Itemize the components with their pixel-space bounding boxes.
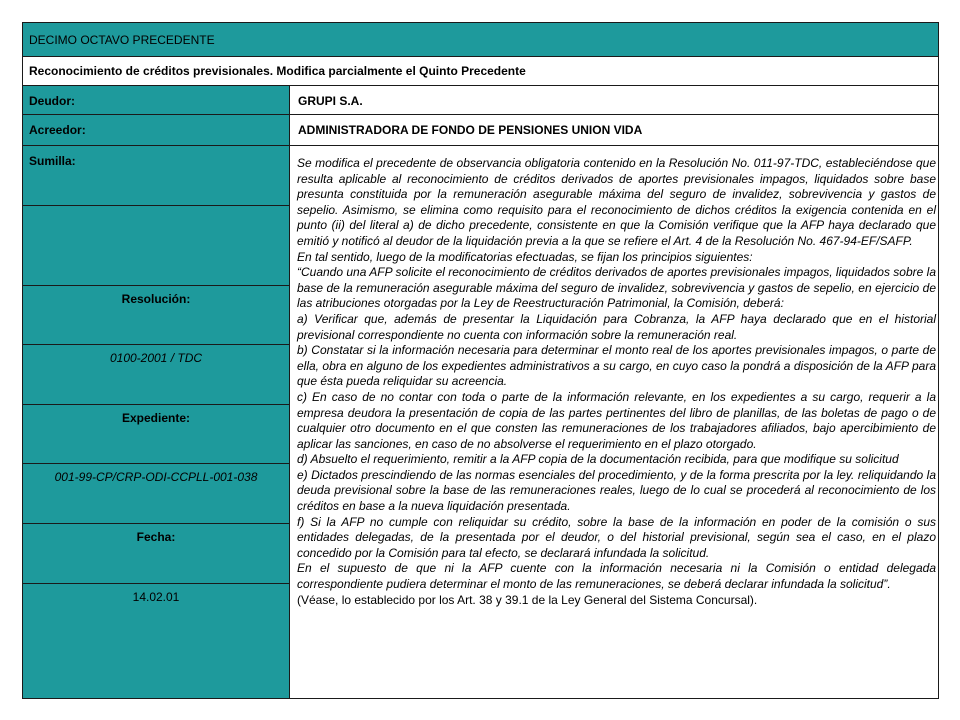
header-subtitle-cell: [22, 56, 939, 86]
expediente-value-cell: [22, 463, 290, 524]
sumilla-paragraph-3: “Cuando una AFP solicite el reconocimiento de créditos derivados de aportes previsionales impagos, liquidados sobre la base de la remuneración asegurable máxima del seguro de invalidez, sobrevivencia y gastos de sepelio, en ejercicio de las atribuciones otorgadas por la Ley de Reestructuración Patrimonial, la Comisión, deberá:: [297, 265, 936, 311]
deudor-value-cell: [289, 85, 939, 115]
acreedor-label-cell: [22, 114, 290, 146]
fecha-label-cell: [22, 523, 290, 584]
expediente-value: 001-99-CP/CRP-ODI-CCPLL-001-038: [54, 470, 258, 484]
principle-c: c) En caso de no contar con toda o parte de la información relevante, en los expedientes a su cargo, requerir a la empresa deudora la presentación de copia de las partes pertinentes del libro de planillas, de las boletas de pago o de cualquier otro documento en el que consten las remuneraciones de los trabajadores afiliados, bajo apercibimiento de aplicar las sanciones, en caso de no absolverse el requerimiento en el plazo otorgado.: [297, 389, 936, 451]
principle-f: f) Si la AFP no cumple con reliquidar su crédito, sobre la base de la información en poder de la comisión o sus entidades delegadas, de la presentada por el deudor, o del historial previsional, según sea el caso, en el plazo concedido por la Comisión para tal efecto, se declarará infundada la solicitud.: [297, 514, 936, 560]
sumilla-paragraph-2: En tal sentido, luego de la modificatorias efectuadas, se fijan los principios siguientes:: [297, 249, 753, 264]
acreedor-value-cell: [289, 114, 939, 146]
closing-paragraph: En el supuesto de que ni la AFP cuente con la información necesaria ni la Comisión o entidad delegada correspondiente pudiera determinar el monto de las remuneraciones, se deberá declarar infundada la solicitud”.: [297, 561, 936, 592]
sumilla-label: Sumilla:: [29, 154, 76, 168]
deudor-label-cell: [22, 85, 290, 115]
sumilla-paragraph-1: Se modifica el precedente de observancia obligatoria contenido en la Resolución No. 011-97-TDC, estableciéndose que resulta aplicable al reconocimiento de créditos derivados de aportes previsionales impagos, liquidados sobre base presunta constituida por la remuneración asegurable máxima del seguro de invalidez, sobrevivencia y gastos de sepelio. Asimismo, se elimina como requisito para el reconocimiento de dichos créditos la exigencia contenida en el punto (ii) del literal a) de dicho precedente, consistente en que la Comisión verifique que la AFP haya declarado que emitió y notificó al deudor de la liquidación previa a la que se refiere el Art. 4 de la Resolución No. 467-94-EF/SAFP.: [297, 156, 936, 248]
principle-d: d) Absuelto el requerimiento, remitir a la AFP copia de la documentación recibida, para que modifique su solicitud: [297, 452, 899, 467]
header-title: DECIMO OCTAVO PRECEDENTE: [29, 33, 215, 47]
sumilla-body: [297, 156, 936, 608]
deudor-value: GRUPI S.A.: [298, 94, 363, 108]
header-title-cell: [22, 22, 939, 57]
principle-e: e) Dictados prescindiendo de las normas esenciales del procedimiento, y de la forma prescrita por la ley. reliquidando la deuda previsional sobre la base de las remuneraciones reales, luego de lo cual se procederá al reconocimiento de los créditos en base a la nueva liquidación presentada.: [297, 467, 936, 514]
left-empty-cell: [22, 205, 290, 286]
acreedor-label: Acreedor:: [29, 123, 86, 137]
deudor-label: Deudor:: [29, 94, 75, 108]
resolucion-label: Resolución:: [121, 292, 191, 306]
principle-b: b) Constatar si la información necesaria para determinar el monto real de los aportes previsionales impagos, o parte de ella, obra en alguno de los expedientes administrativos a su cargo, en cuyo caso la pondrá a disposición de la AFP para que ésta pueda reliquidar su acreencia.: [297, 343, 936, 389]
fecha-value-cell: [22, 583, 290, 699]
resolucion-label-cell: [22, 285, 290, 345]
resolucion-value: 0100-2001 / TDC: [109, 351, 203, 365]
fecha-value: 14.02.01: [132, 590, 180, 604]
fecha-label: Fecha:: [136, 530, 176, 544]
principle-a: a) Verificar que, además de presentar la Liquidación para Cobranza, la AFP haya declarado que en el historial previsional correspondiente no cuenta con información sobre la remuneración real.: [297, 311, 936, 342]
resolucion-value-cell: [22, 344, 290, 405]
expediente-label: Expediente:: [121, 411, 190, 425]
sumilla-label-cell: [22, 145, 290, 206]
acreedor-value: ADMINISTRADORA DE FONDO DE PENSIONES UNION VIDA: [298, 123, 643, 137]
header-subtitle: Reconocimiento de créditos previsionales. Modifica parcialmente el Quinto Precedente: [29, 64, 526, 78]
expediente-label-cell: [22, 404, 290, 464]
reference-note: (Véase, lo establecido por los Art. 38 y 39.1 de la Ley General del Sistema Concursal).: [297, 592, 758, 607]
